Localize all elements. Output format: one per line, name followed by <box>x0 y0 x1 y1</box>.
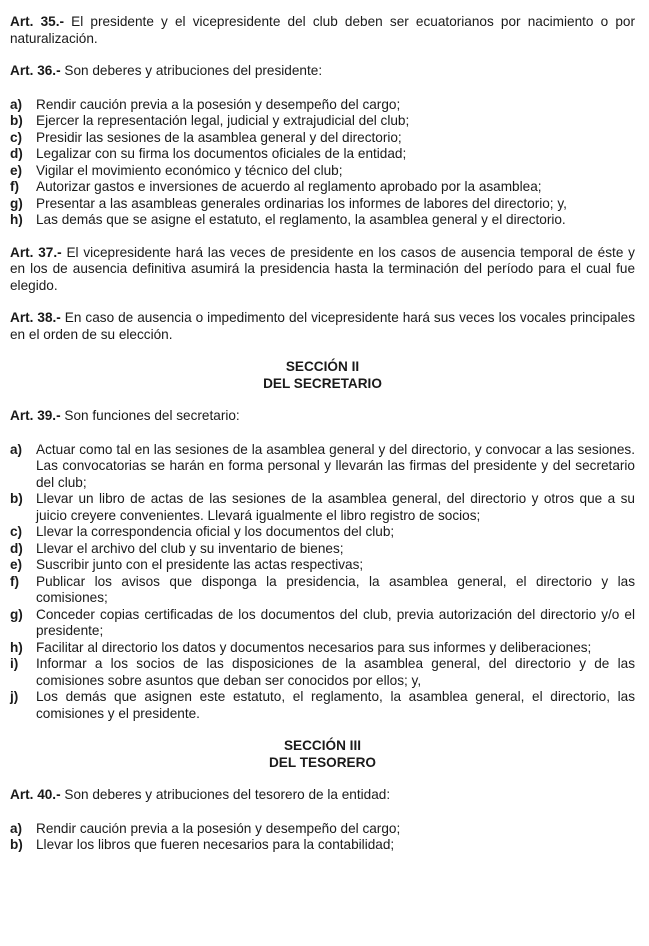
item-text: Legalizar con su firma los documentos oficiales de la entidad; <box>36 146 407 161</box>
item-text: Llevar la correspondencia oficial y los documentos del club; <box>36 524 395 539</box>
item-text: Ejercer la representación legal, judicial y extrajudicial del club; <box>36 113 410 128</box>
item-text: Llevar un libro de actas de las sesiones de la asamblea general, del directorio y otros que a su juicio creyere convenientes. Llevará igualmente el libro registro de socios; <box>36 491 635 523</box>
item-letter: b) <box>10 113 23 128</box>
article-40-list <box>10 821 635 854</box>
item-text: Los demás que asignen este estatuto, el reglamento, la asamblea general, el directorio, las comisiones y el presidente. <box>36 689 635 721</box>
section-heading <box>10 738 635 771</box>
article-number: Art. 36.- <box>10 63 61 78</box>
item-letter: b) <box>10 837 23 852</box>
item-letter: a) <box>10 441 23 457</box>
list-item <box>10 689 635 722</box>
list-item <box>10 541 635 558</box>
item-text: Publicar los avisos que disponga la presidencia, la asamblea general, el directorio y las comisiones; <box>36 573 635 605</box>
item-letter: e) <box>10 162 23 178</box>
section-number: SECCIÓN III <box>283 738 362 753</box>
list-item <box>10 837 635 854</box>
list-item <box>10 491 635 524</box>
item-letter: g) <box>10 606 23 622</box>
list-item <box>10 640 635 657</box>
item-letter: g) <box>10 195 23 211</box>
article-text: Son deberes y atribuciones del presidente: <box>60 63 323 78</box>
item-text: Presidir las sesiones de la asamblea general y del directorio; <box>36 129 402 145</box>
list-item <box>10 607 635 640</box>
article-text: Son funciones del secretario: <box>60 408 240 423</box>
item-letter: f) <box>10 573 20 589</box>
list-item <box>10 821 635 838</box>
article-text: Son deberes y atribuciones del tesorero de la entidad: <box>60 787 391 802</box>
article-39 <box>10 408 635 425</box>
article-38 <box>10 310 635 343</box>
article-number: Art. 38.- <box>10 310 61 325</box>
list-item <box>10 196 635 213</box>
article-number: Art. 39.- <box>10 408 61 423</box>
list-item <box>10 113 635 130</box>
list-item <box>10 656 635 689</box>
item-text: Actuar como tal en las sesiones de la asamblea general y del directorio, y convocar a las sesiones. Las convocatorias se harán en forma personal y llevarán las firmas del presidente y del secretario del club; <box>36 441 635 490</box>
item-letter: j) <box>10 689 19 704</box>
item-letter: i) <box>10 656 19 671</box>
section-title: DEL SECRETARIO <box>263 375 382 391</box>
article-35 <box>10 14 635 47</box>
item-text: Llevar los libros que fueren necesarios para la contabilidad; <box>36 837 395 852</box>
item-text: Informar a los socios de las disposiciones de la asamblea general, del directorio y de las comisiones sobre asuntos que deban ser conocidos por ellos; y, <box>36 656 635 688</box>
item-text: Conceder copias certificadas de los documentos del club, previa autorización del directorio y/o el presidente; <box>36 606 635 638</box>
list-item <box>10 179 635 196</box>
article-number: Art. 35.- <box>10 14 64 29</box>
item-letter: d) <box>10 540 23 556</box>
list-item <box>10 524 635 541</box>
article-number: Art. 37.- <box>10 244 62 260</box>
item-text: Suscribir junto con el presidente las actas respectivas; <box>36 557 364 572</box>
item-letter: f) <box>10 179 20 194</box>
article-number: Art. 40.- <box>10 787 61 802</box>
article-36-list <box>10 97 635 229</box>
section-title: DEL TESORERO <box>268 754 376 770</box>
article-40 <box>10 787 635 804</box>
item-text: Facilitar al directorio los datos y documentos necesarios para sus informes y deliberaciones; <box>36 639 592 655</box>
article-39-list <box>10 442 635 723</box>
item-letter: a) <box>10 96 23 112</box>
article-text: El vicepresidente hará las veces de presidente en los casos de ausencia temporal de éste y en los de ausencia definitiva asumirá la presidencia hasta la terminación del período para el cual fue elegido. <box>10 244 635 293</box>
item-letter: e) <box>10 557 23 572</box>
item-letter: c) <box>10 129 23 145</box>
item-text: Las demás que se asigne el estatuto, el reglamento, la asamblea general y el directorio. <box>36 212 566 227</box>
article-37 <box>10 245 635 295</box>
section-heading <box>10 359 635 392</box>
item-letter: a) <box>10 820 23 836</box>
list-item <box>10 163 635 180</box>
item-text: Presentar a las asambleas generales ordinarias los informes de labores del directorio; y, <box>36 195 567 211</box>
item-text: Rendir caución previa a la posesión y desempeño del cargo; <box>36 96 401 112</box>
item-text: Vigilar el movimiento económico y técnico del club; <box>36 162 343 178</box>
item-text: Llevar el archivo del club y su inventario de bienes; <box>36 540 344 556</box>
section-number: SECCIÓN II <box>285 359 360 374</box>
list-item <box>10 212 635 229</box>
item-letter: b) <box>10 491 23 506</box>
list-item <box>10 574 635 607</box>
item-letter: h) <box>10 639 23 655</box>
item-letter: h) <box>10 212 23 227</box>
item-text: Autorizar gastos e inversiones de acuerdo al reglamento aprobado por la asamblea; <box>36 179 542 194</box>
list-item <box>10 130 635 147</box>
list-item <box>10 557 635 574</box>
item-text: Rendir caución previa a la posesión y desempeño del cargo; <box>36 820 401 836</box>
article-text: El presidente y el vicepresidente del club deben ser ecuatorianos por nacimiento o por naturalización. <box>10 14 635 46</box>
item-letter: d) <box>10 146 23 161</box>
list-item <box>10 97 635 114</box>
article-36 <box>10 63 635 80</box>
list-item <box>10 442 635 492</box>
list-item <box>10 146 635 163</box>
article-text: En caso de ausencia o impedimento del vicepresidente hará sus veces los vocales principales en el orden de su elección. <box>10 310 635 342</box>
item-letter: c) <box>10 524 23 539</box>
